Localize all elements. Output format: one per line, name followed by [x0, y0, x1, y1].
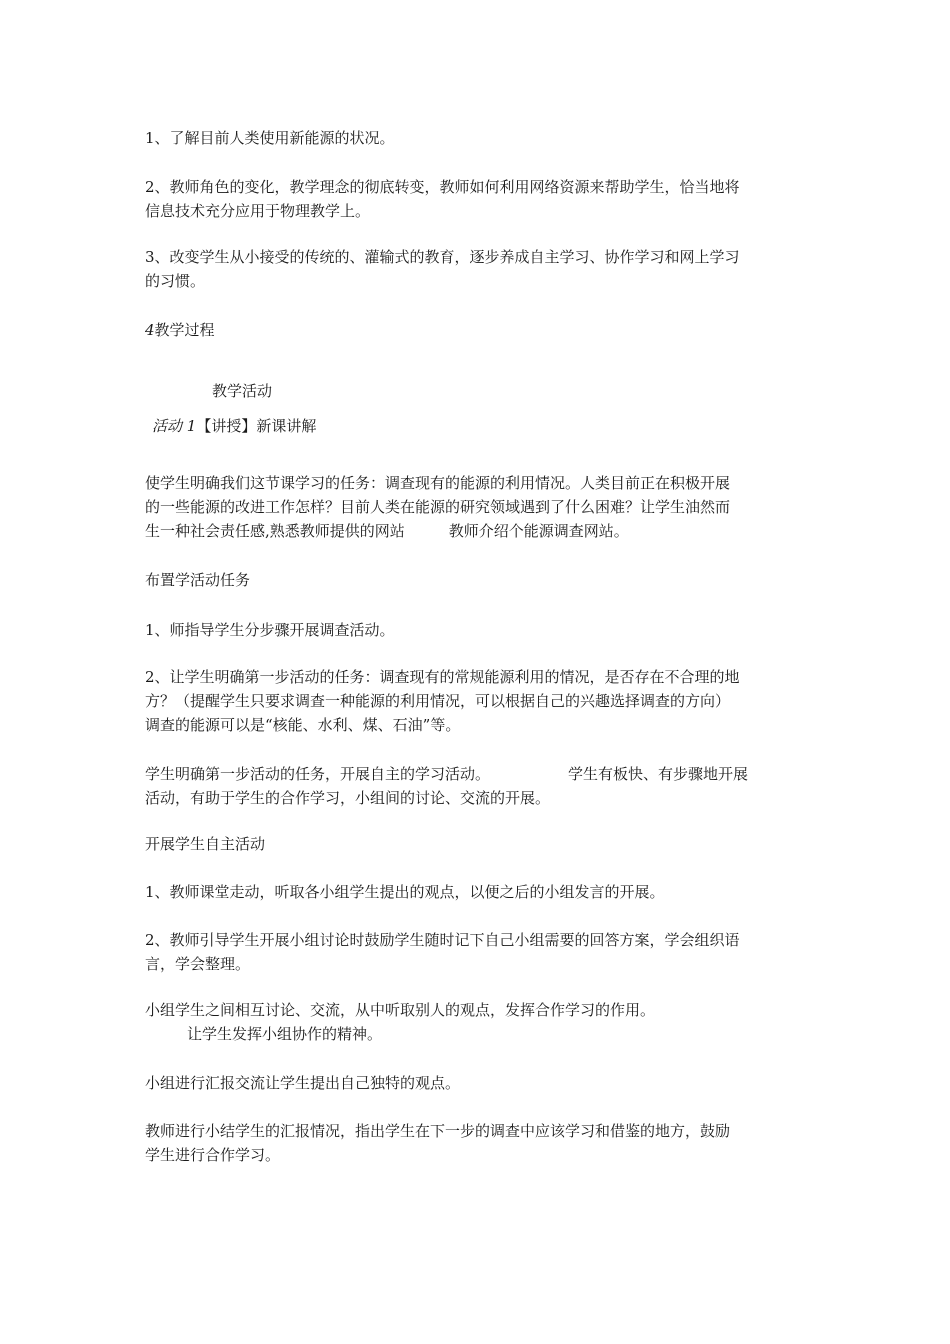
objective-item-2: [145, 175, 810, 223]
assign-heading: [145, 568, 810, 592]
activity-heading: [212, 379, 512, 403]
objective-2-line-2: 信息技术充分应用于物理教学上。: [145, 202, 371, 220]
assign-1-line-1: 1、师指导学生分步骤开展调查活动。: [145, 621, 395, 639]
self-heading: [145, 832, 810, 856]
self-item-2: [145, 928, 810, 976]
activity-1-heading: [152, 414, 817, 438]
student-line-2: 活动，有助于学生的合作学习，小组间的讨论、交流的开展。: [145, 789, 551, 807]
report-line: [145, 1071, 810, 1095]
group-paragraph: [145, 998, 810, 1046]
activity-1-prefix: 活动 1: [152, 417, 197, 435]
assign-item-1: [145, 618, 810, 642]
intro-line-3-left: 生一种社会责任感,熟悉教师提供的网站: [145, 522, 405, 540]
process-heading-number: 4: [145, 321, 155, 339]
intro-line-3: [145, 519, 810, 543]
objective-3-line-2: 的习惯。: [145, 272, 206, 290]
assign-heading-text: 布置学活动任务: [145, 571, 251, 589]
summary-paragraph: [145, 1119, 810, 1167]
student-line-1: [145, 762, 810, 786]
intro-line-3-right: 教师介绍个能源调查网站。: [448, 522, 629, 540]
student-line-1-left: 学生明确第一步活动的任务，开展自主的学习活动。: [145, 765, 491, 783]
assign-item-2: [145, 665, 810, 737]
assign-2-line-3: 调查的能源可以是“核能、水利、煤、石油”等。: [145, 716, 461, 734]
report-line-text: 小组进行汇报交流让学生提出自己独特的观点。: [145, 1074, 461, 1092]
process-heading-text: 教学过程: [154, 321, 215, 339]
process-heading: [145, 318, 810, 342]
intro-line-2: 的一些能源的改进工作怎样？目前人类在能源的研究领域遇到了什么困难？让学生油然而: [145, 498, 731, 516]
objective-item-1: [145, 126, 810, 150]
activity-1-title: 【讲授】新课讲解: [196, 417, 317, 435]
self-1-line-1: 1、教师课堂走动，听取各小组学生提出的观点，以便之后的小组发言的开展。: [145, 883, 665, 901]
group-line-1: 小组学生之间相互讨论、交流，从中听取别人的观点，发挥合作学习的作用。: [145, 1001, 656, 1019]
self-2-line-2: 言，学会整理。: [145, 955, 251, 973]
intro-paragraph: [145, 471, 810, 543]
intro-line-1: 使学生明确我们这节课学习的任务：调查现有的能源的利用情况。人类目前正在积极开展: [145, 474, 731, 492]
objective-item-3: [145, 245, 810, 293]
objective-3-line-1: 3、改变学生从小接受的传统的、灌输式的教育，逐步养成自主学习、协作学习和网上学习: [145, 248, 740, 266]
summary-line-2: 学生进行合作学习。: [145, 1146, 281, 1164]
student-paragraph: [145, 762, 810, 810]
student-line-1-right: 学生有板快、有步骤地开展: [568, 765, 749, 783]
activity-heading-text: 教学活动: [212, 382, 273, 400]
self-heading-text: 开展学生自主活动: [145, 835, 266, 853]
assign-2-line-1: 2、让学生明确第一步活动的任务：调查现有的常规能源利用的情况，是否存在不合理的地: [145, 668, 740, 686]
group-line-2: 让学生发挥小组协作的精神。: [187, 1025, 383, 1043]
objective-2-line-1: 2、教师角色的变化，教学理念的彻底转变，教师如何利用网络资源来帮助学生，恰当地将: [145, 178, 740, 196]
self-2-line-1: 2、教师引导学生开展小组讨论时鼓励学生随时记下自己小组需要的回答方案，学会组织语: [145, 931, 740, 949]
objective-1-line-1: 1、了解目前人类使用新能源的状况。: [145, 129, 395, 147]
summary-line-1: 教师进行小结学生的汇报情况，指出学生在下一步的调查中应该学习和借鉴的地方，鼓励: [145, 1122, 731, 1140]
assign-2-line-2: 方？（提醒学生只要求调查一种能源的利用情况，可以根据自己的兴趣选择调查的方向）: [145, 692, 731, 710]
self-item-1: [145, 880, 810, 904]
